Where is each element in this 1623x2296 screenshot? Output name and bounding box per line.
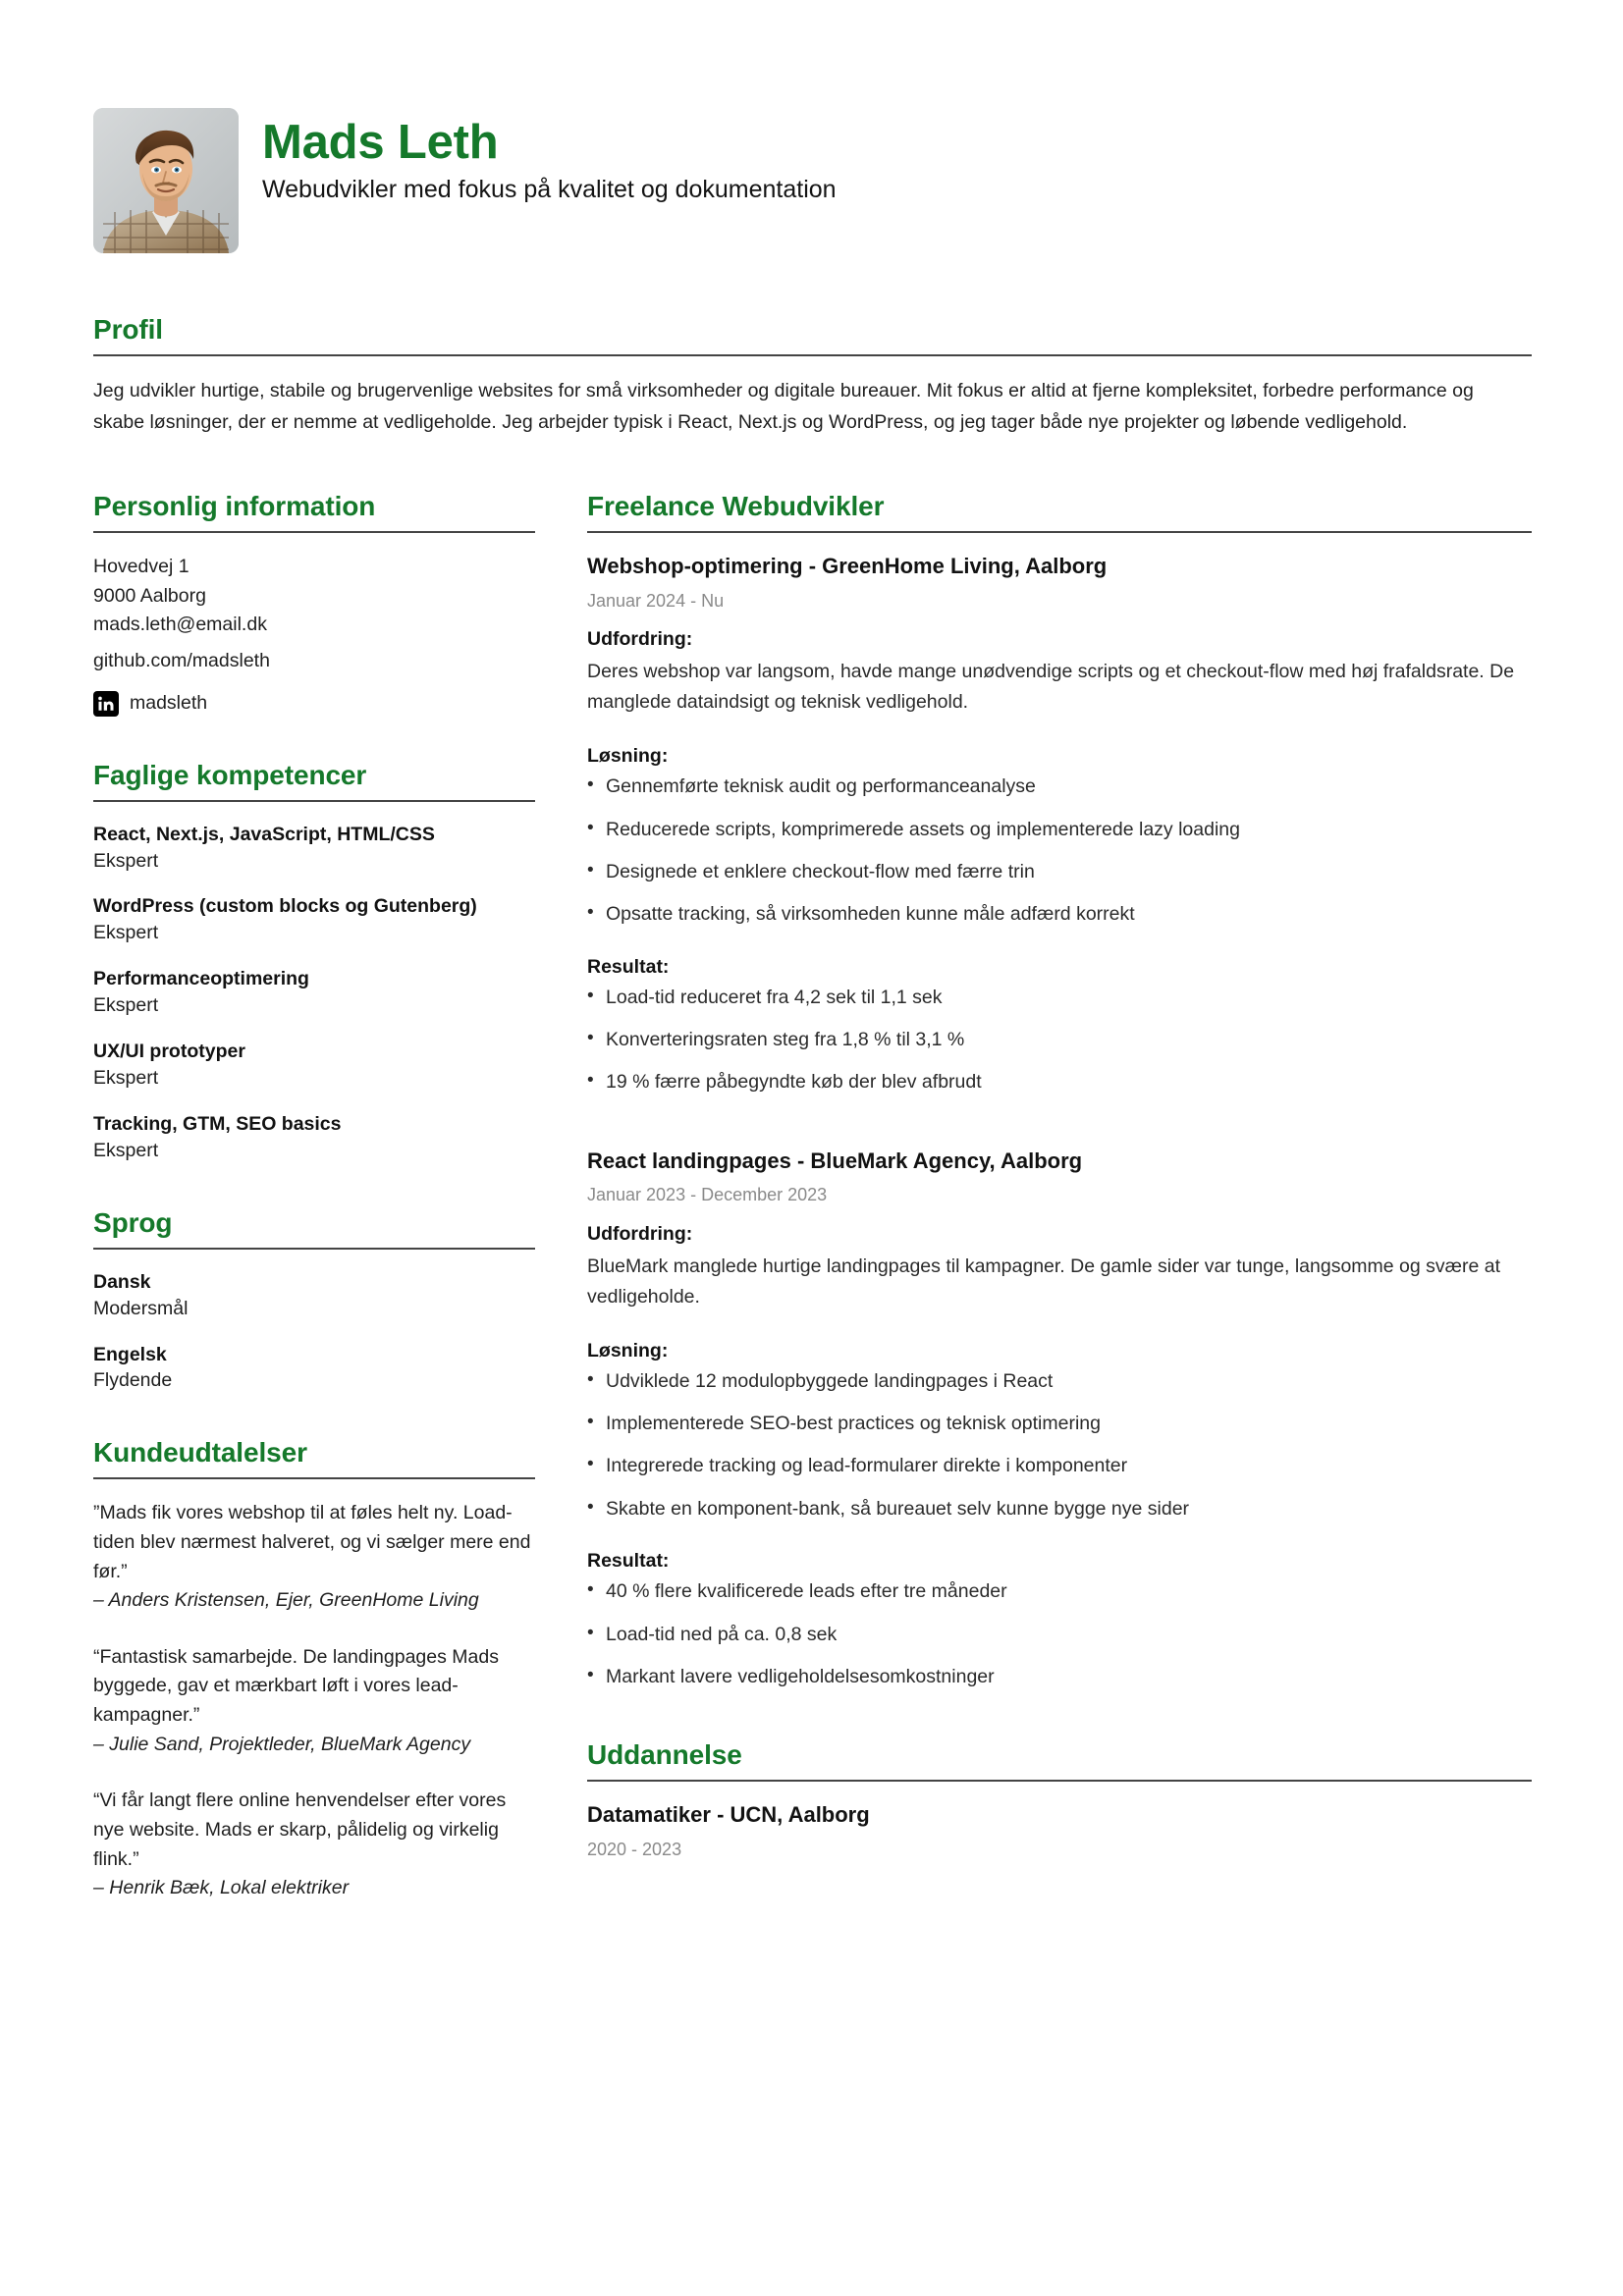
language-level: Modersmål (93, 1297, 189, 1319)
section-faglige-kompetencer (93, 760, 535, 1164)
skill-name: WordPress (custom blocks og Gutenberg) (93, 895, 477, 918)
left-column (93, 491, 535, 1903)
result-list (587, 1578, 1532, 1690)
section-divider (93, 1477, 535, 1479)
skill-item (93, 822, 535, 875)
testimonial-text: “Vi får langt flere online henvendelser efter vores nye website. Mads er skarp, pålidelig og virkelig flink.” (93, 1789, 507, 1870)
body-columns (93, 491, 1532, 1903)
testimonial-text: ”Mads fik vores webshop til at føles helt ny. Load-tiden blev nærmest halveret, og vi sælger mere end før.” (93, 1502, 531, 1582)
language-item (93, 1269, 535, 1322)
section-heading-freelance-webudvikler: Freelance Webudvikler (587, 491, 885, 522)
testimonial-item (93, 1787, 535, 1903)
avatar (93, 108, 239, 253)
list-item: • 40 % flere kvalificerede leads efter tre måneder (587, 1578, 1532, 1605)
section-divider (93, 1248, 535, 1250)
cv-content (93, 108, 1532, 1903)
experience-title: Webshop-optimering - GreenHome Living, Aalborg (587, 554, 1108, 579)
skill-level: Ekspert (93, 1067, 159, 1089)
profile-text: Jeg udvikler hurtige, stabile og brugervenlige websites for små virksomheder og digitale bureauer. Mit fokus er altid at fjerne kompleksitet, forbedre performance og skabe løsninger, der er nemme at vedligeholde. Jeg arbejder typisk i React, Next.js og WordPress, og jeg tager både nye projekter og løbende vedligehold. (93, 380, 1474, 433)
education-title: Datamatiker - UCN, Aalborg (587, 1802, 870, 1828)
list-item: • Reducerede scripts, komprimerede assets og implementerede lazy loading (587, 817, 1532, 843)
spacer (587, 1122, 1532, 1148)
skill-name: Tracking, GTM, SEO basics (93, 1112, 342, 1135)
address-line-1: Hovedvej 1 (93, 556, 189, 578)
solution-label: Løsning: (587, 745, 669, 768)
challenge-text: BlueMark manglede hurtige landingpages til kampagner. De gamle sider var tunge, langsomme og svære at vedligeholde. (587, 1255, 1501, 1308)
section-heading-profil: Profil (93, 314, 163, 345)
result-label: Resultat: (587, 955, 670, 978)
list-item: • Integrerede tracking og lead-formularer direkte i komponenter (587, 1453, 1532, 1479)
testimonial-item (93, 1643, 535, 1760)
section-uddannelse (587, 1739, 1532, 1861)
list-item: • Konverteringsraten steg fra 1,8 % til 3,1 % (587, 1027, 1532, 1053)
list-item: • Udviklede 12 modulopbyggede landingpages i React (587, 1368, 1532, 1395)
challenge-label: Udfordring: (587, 628, 693, 651)
skill-item (93, 1111, 535, 1164)
list-item: • 19 % færre påbegyndte køb der blev afbrudt (587, 1069, 1532, 1095)
skill-item (93, 893, 535, 946)
language-name: Engelsk (93, 1343, 167, 1365)
linkedin-icon (93, 691, 119, 717)
section-heading-personlig-information: Personlig information (93, 491, 376, 522)
identity (262, 108, 837, 205)
skill-level: Ekspert (93, 994, 159, 1017)
section-profil (93, 314, 1532, 438)
skill-level: Ekspert (93, 922, 159, 944)
section-freelance-webudvikler (587, 491, 1532, 1690)
challenge-text: Deres webshop var langsom, havde mange unødvendige scripts og et checkout-flow med høj frafaldsrate. De manglede dataindsigt og teknisk vedligehold. (587, 661, 1515, 714)
list-item: • Skabte en komponent-bank, så bureauet selv kunne bygge nye sider (587, 1496, 1532, 1522)
list-item: • Opsatte tracking, så virksomheden kunne måle adfærd korrekt (587, 901, 1532, 928)
skill-name: Performanceoptimering (93, 968, 309, 990)
testimonial-author: – Anders Kristensen, Ejer, GreenHome Living (93, 1589, 479, 1612)
list-item: • Load-tid reduceret fra 4,2 sek til 1,1 sek (587, 985, 1532, 1011)
address-line-2: 9000 Aalborg (93, 584, 206, 607)
language-level: Flydende (93, 1369, 173, 1392)
section-divider (93, 800, 535, 802)
experience-dates: Januar 2023 - December 2023 (587, 1185, 828, 1205)
website-value[interactable]: github.com/madsleth (93, 650, 270, 672)
skill-item (93, 966, 535, 1019)
skill-item (93, 1039, 535, 1092)
testimonial-author: – Henrik Bæk, Lokal elektriker (93, 1877, 350, 1899)
testimonial-author: – Julie Sand, Projektleder, BlueMark Agency (93, 1733, 471, 1755)
solution-list (587, 1368, 1532, 1522)
list-item: • Gennemførte teknisk audit og performanceanalyse (587, 774, 1532, 800)
solution-list (587, 774, 1532, 928)
section-heading-uddannelse: Uddannelse (587, 1739, 742, 1771)
experience-item (587, 1148, 1532, 1691)
section-sprog (93, 1207, 535, 1395)
skill-level: Ekspert (93, 849, 159, 872)
section-personlig-information (93, 491, 535, 717)
section-divider (587, 531, 1532, 533)
list-item: • Load-tid ned på ca. 0,8 sek (587, 1622, 1532, 1648)
experience-title: React landingpages - BlueMark Agency, Aalborg (587, 1148, 1083, 1173)
section-divider (93, 354, 1532, 356)
experience-item (587, 553, 1532, 1096)
education-item (587, 1801, 1532, 1861)
section-heading-faglige-kompetencer: Faglige kompetencer (93, 759, 367, 790)
section-divider (587, 1780, 1532, 1782)
experience-dates: Januar 2024 - Nu (587, 590, 725, 611)
section-heading-kundeudtalelser: Kundeudtalelser (93, 1437, 307, 1468)
linkedin-row[interactable] (93, 691, 535, 717)
skill-name: React, Next.js, JavaScript, HTML/CSS (93, 823, 435, 845)
email-value[interactable]: mads.leth@email.dk (93, 614, 267, 636)
linkedin-handle: madsleth (130, 691, 208, 714)
education-dates: 2020 - 2023 (587, 1839, 682, 1859)
result-label: Resultat: (587, 1550, 670, 1573)
skill-name: UX/UI prototyper (93, 1041, 245, 1063)
list-item: • Designede et enklere checkout-flow med færre trin (587, 859, 1532, 885)
solution-label: Løsning: (587, 1339, 669, 1362)
challenge-label: Udfordring: (587, 1222, 693, 1245)
language-name: Dansk (93, 1270, 151, 1293)
list-item: • Implementerede SEO-best practices og teknisk optimering (587, 1411, 1532, 1437)
testimonial-item (93, 1499, 535, 1616)
language-item (93, 1342, 535, 1395)
list-item: • Markant lavere vedligeholdelsesomkostninger (587, 1664, 1532, 1690)
section-heading-sprog: Sprog (93, 1206, 173, 1238)
cv-header (93, 108, 1532, 253)
right-column (587, 491, 1532, 1861)
testimonial-text: “Fantastisk samarbejde. De landingpages Mads byggede, gav et mærkbart løft i vores lead-kampagner.” (93, 1645, 499, 1727)
page-title: Mads Leth (262, 116, 499, 169)
skill-level: Ekspert (93, 1139, 159, 1161)
result-list (587, 985, 1532, 1096)
headline-subtitle: Webudvikler med fokus på kvalitet og dokumentation (262, 175, 837, 203)
section-divider (93, 531, 535, 533)
section-kundeudtalelser (93, 1437, 535, 1903)
